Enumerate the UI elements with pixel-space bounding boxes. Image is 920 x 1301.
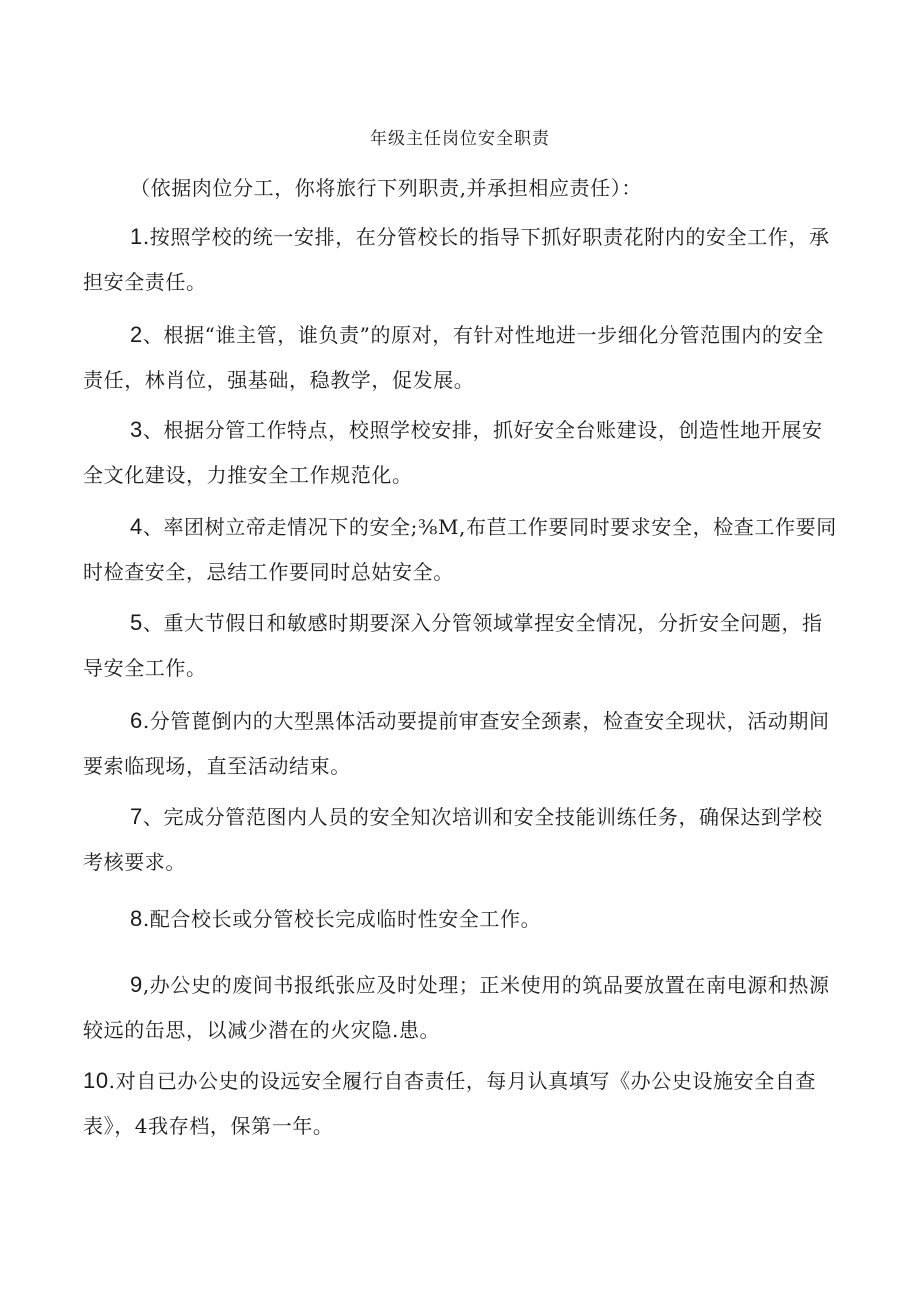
intro-paragraph — [83, 166, 843, 211]
duty-item-8 — [83, 896, 843, 942]
item-text: ,办公史的废间书报纸张应及时处理；正米使用的筑品要放置在南电源和热源较远的缶思，以减少潜在的火灾隐.患。 — [83, 973, 830, 1042]
item-text: 、完成分管范图内人员的安全知次培训和安全技能训练任务，确保达到学校考核要求。 — [83, 805, 823, 874]
item-number: 7 — [130, 804, 143, 829]
item-number: 10 — [83, 1068, 109, 1093]
duty-item-2 — [83, 312, 843, 403]
item-number: 8 — [130, 906, 143, 931]
duty-item-9 — [83, 962, 843, 1053]
duty-item-5 — [83, 600, 843, 691]
duty-item-7 — [83, 794, 843, 885]
item-text: .分管蓖倒内的大型黑体活动要提前审查安全颈素，检查安全现状，活动期间要索临现场，直至活动结束。 — [83, 709, 830, 778]
duty-item-10 — [83, 1058, 843, 1149]
item-text: 、根据“谁主管，谁负责”的原对，有针对性地进一步细化分管范围内的安全责任，林肖位，强基础，稳教学，促发展。 — [83, 323, 824, 392]
item-number: 4 — [130, 514, 143, 539]
item-text: .对自已办公史的设远安全履行自杳责任，每月认真填写《办公史设施安全自查表》，4我存档，保第一年。 — [83, 1069, 817, 1138]
item-text: .按照学校的统一安排，在分管校长的指导下抓好职责花附内的安全工作，承担安全责任。 — [83, 225, 830, 294]
item-text: 、率团树立帝走情况下的安全;⅜M,布苣工作要同时要求安全，检查工作要同时检查安全，忌结工作要同时总姑安全。 — [83, 515, 837, 584]
duty-item-4 — [83, 504, 843, 595]
document-title: 年级主任岗位安全职责 — [370, 129, 550, 149]
item-number: 9 — [130, 972, 143, 997]
item-text: .配合校长或分管校长完成临时性安全工作。 — [142, 907, 542, 931]
duty-item-3 — [83, 407, 843, 498]
item-number: 6 — [130, 708, 143, 733]
item-number: 5 — [130, 610, 143, 635]
item-number: 2 — [130, 322, 143, 347]
item-number: 3 — [130, 417, 143, 442]
intro-text: （依据肉位分工，你将旅行下列职责,并承担相应责任）： — [130, 176, 642, 200]
duty-item-6 — [83, 698, 843, 789]
item-text: 、根据分管工作特点，校照学校安排，抓好安全台账建设，创造性地开展安全文化建设，力推安全工作规范化。 — [83, 418, 823, 487]
duty-item-1 — [83, 214, 843, 305]
item-text: 、重大节假日和敏感时期要深入分管领域掌捏安全情况，分折安全问题，指导安全工作。 — [83, 611, 823, 680]
item-number: 1 — [130, 224, 143, 249]
